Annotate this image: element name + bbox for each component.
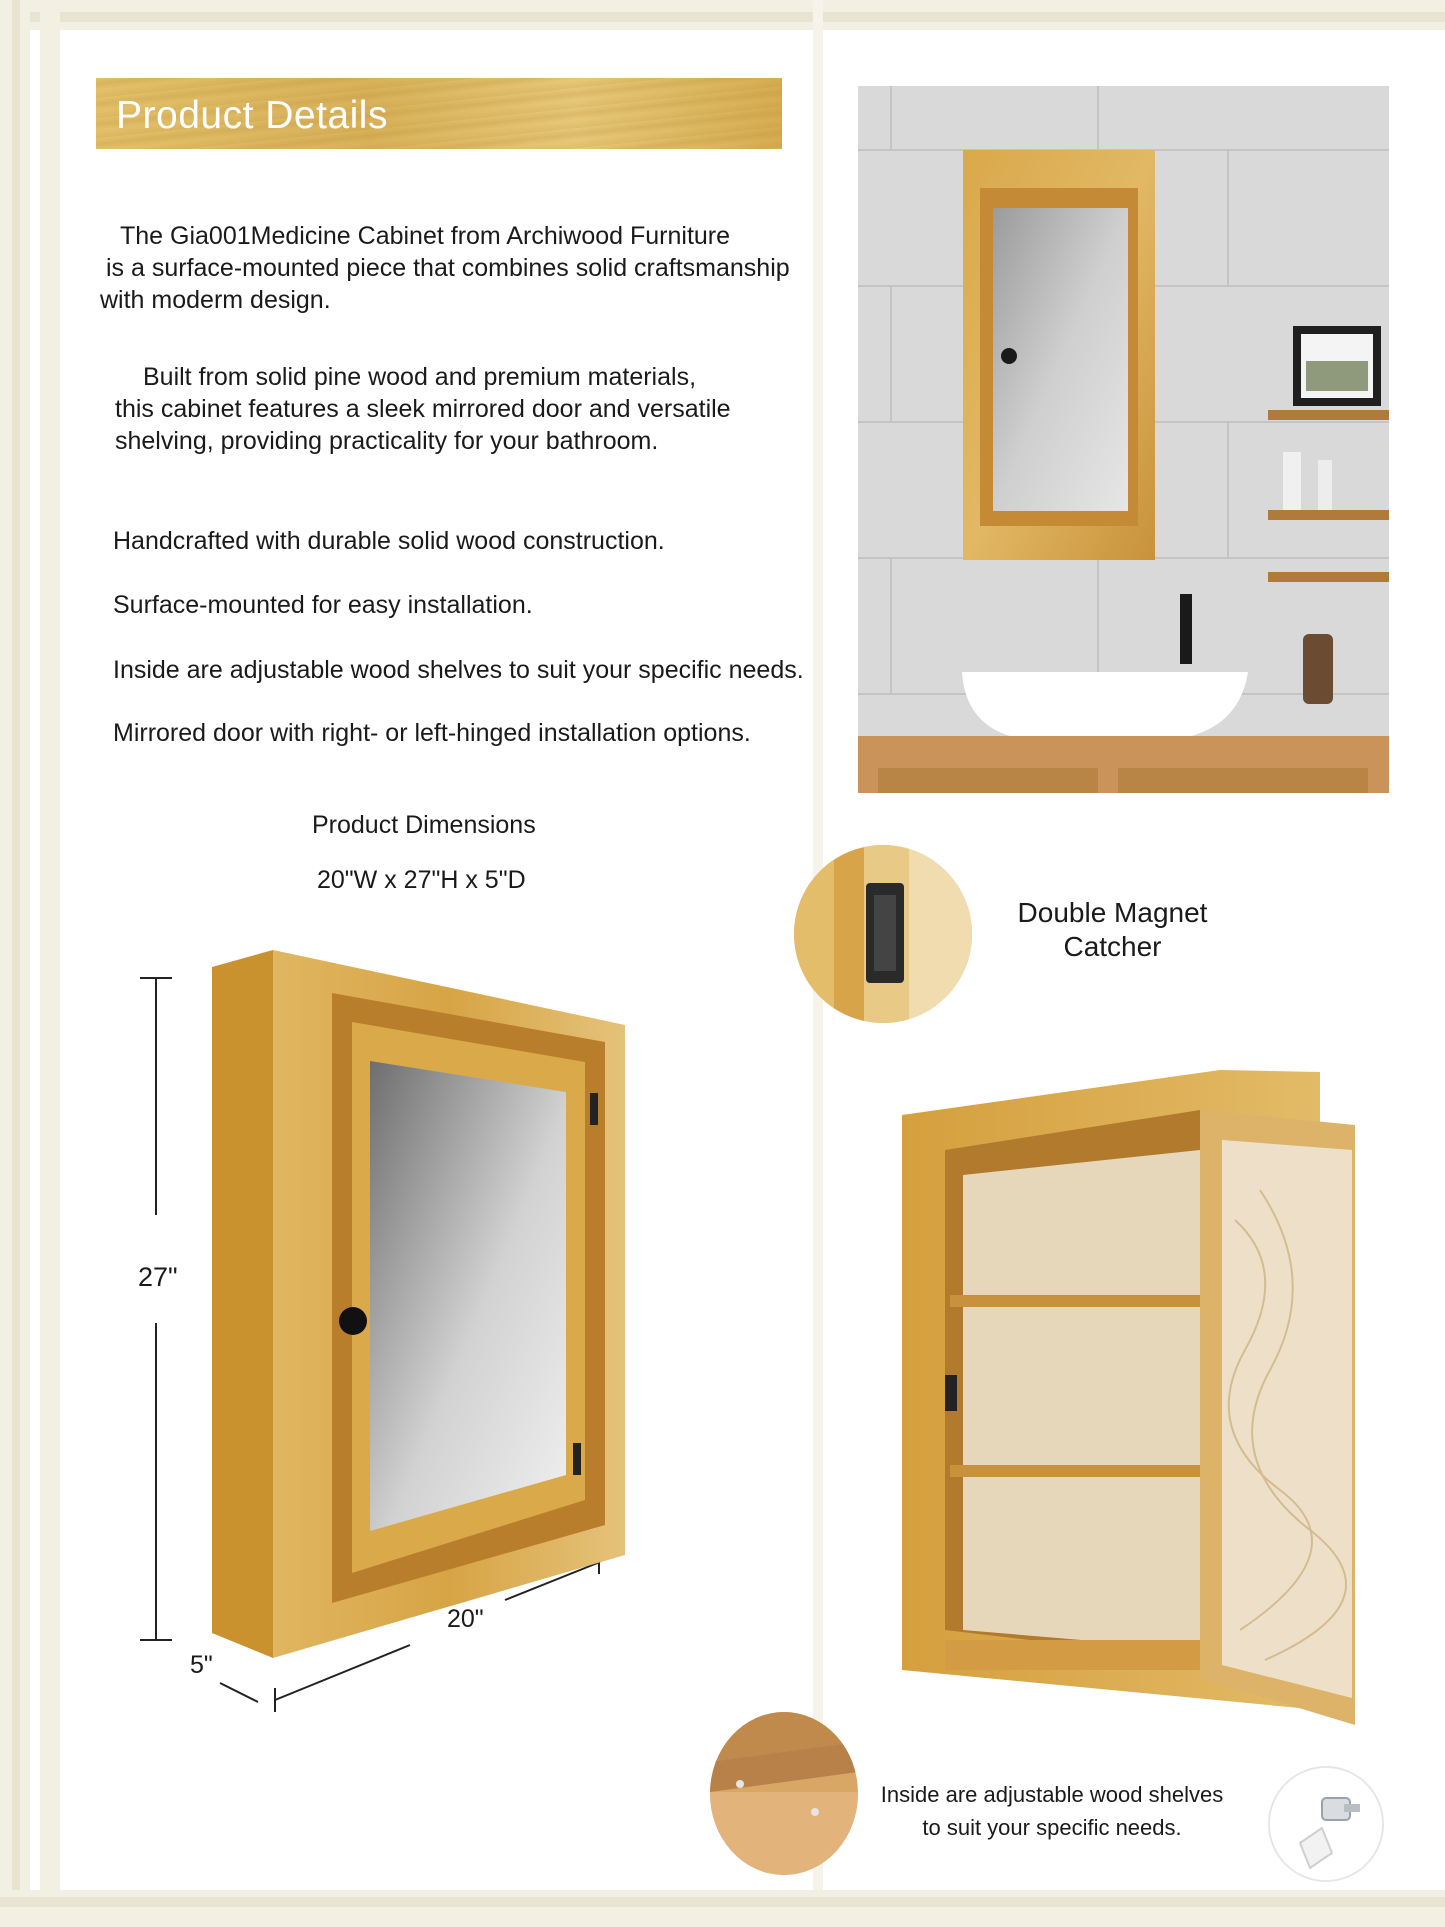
open-cabinet-image bbox=[900, 1070, 1355, 1750]
page-frame-left-inner bbox=[40, 0, 60, 1927]
shelf-pin-closeup bbox=[1268, 1766, 1384, 1882]
title-banner bbox=[96, 78, 782, 149]
dimension-diagram bbox=[130, 945, 650, 1725]
page-frame-bottom bbox=[0, 1890, 1445, 1927]
magnet-catcher-image bbox=[794, 845, 972, 1023]
feature-item: Mirrored door with right- or left-hinged installation options. bbox=[113, 719, 751, 747]
shelf-pin-icon bbox=[1270, 1768, 1382, 1880]
intro-paragraph bbox=[100, 220, 790, 316]
magnet-catcher-label bbox=[1010, 896, 1215, 964]
shelves-callout-line: Inside are adjustable wood shelves bbox=[880, 1782, 1224, 1807]
shelves-callout-line: to suit your specific needs. bbox=[922, 1815, 1182, 1840]
materials-paragraph bbox=[115, 361, 731, 457]
magnet-catcher-closeup bbox=[794, 845, 972, 1023]
shelves-callout-text bbox=[872, 1778, 1232, 1844]
shelf-closeup-image bbox=[710, 1712, 858, 1875]
height-label: 27" bbox=[138, 1262, 178, 1292]
materials-line: shelving, providing practicality for your bathroom. bbox=[115, 427, 659, 455]
feature-item: Handcrafted with durable solid wood construction. bbox=[113, 527, 665, 555]
intro-line: with moderm design. bbox=[100, 286, 331, 314]
page-frame-top-line bbox=[0, 12, 1445, 22]
dimensions-title: Product Dimensions bbox=[312, 811, 536, 839]
magnet-label-line: Double Magnet bbox=[1017, 897, 1208, 928]
bathroom-scene-image bbox=[858, 86, 1389, 793]
shelf-support-closeup bbox=[710, 1712, 858, 1875]
width-label: 20" bbox=[447, 1605, 484, 1633]
open-cabinet-illustration bbox=[900, 1070, 1355, 1750]
intro-line: is a surface-mounted piece that combines solid craftsmanship bbox=[106, 254, 790, 282]
page-frame-bottom-line bbox=[0, 1897, 1445, 1907]
feature-item: Inside are adjustable wood shelves to suit your specific needs. bbox=[113, 656, 804, 684]
bathroom-photo bbox=[858, 86, 1389, 793]
page-frame-left-line bbox=[12, 0, 20, 1927]
feature-item: Surface-mounted for easy installation. bbox=[113, 591, 533, 619]
dimensions-values: 20"W x 27"H x 5"D bbox=[317, 866, 526, 894]
intro-line: The Gia001Medicine Cabinet from Archiwood Furniture bbox=[120, 222, 731, 250]
depth-label: 5" bbox=[190, 1651, 213, 1679]
materials-line: Built from solid pine wood and premium materials, bbox=[143, 363, 697, 391]
materials-line: this cabinet features a sleek mirrored door and versatile bbox=[115, 395, 731, 423]
magnet-label-line: Catcher bbox=[1063, 931, 1162, 962]
page-title: Product Details bbox=[116, 94, 388, 137]
cabinet-front-illustration bbox=[130, 945, 650, 1725]
